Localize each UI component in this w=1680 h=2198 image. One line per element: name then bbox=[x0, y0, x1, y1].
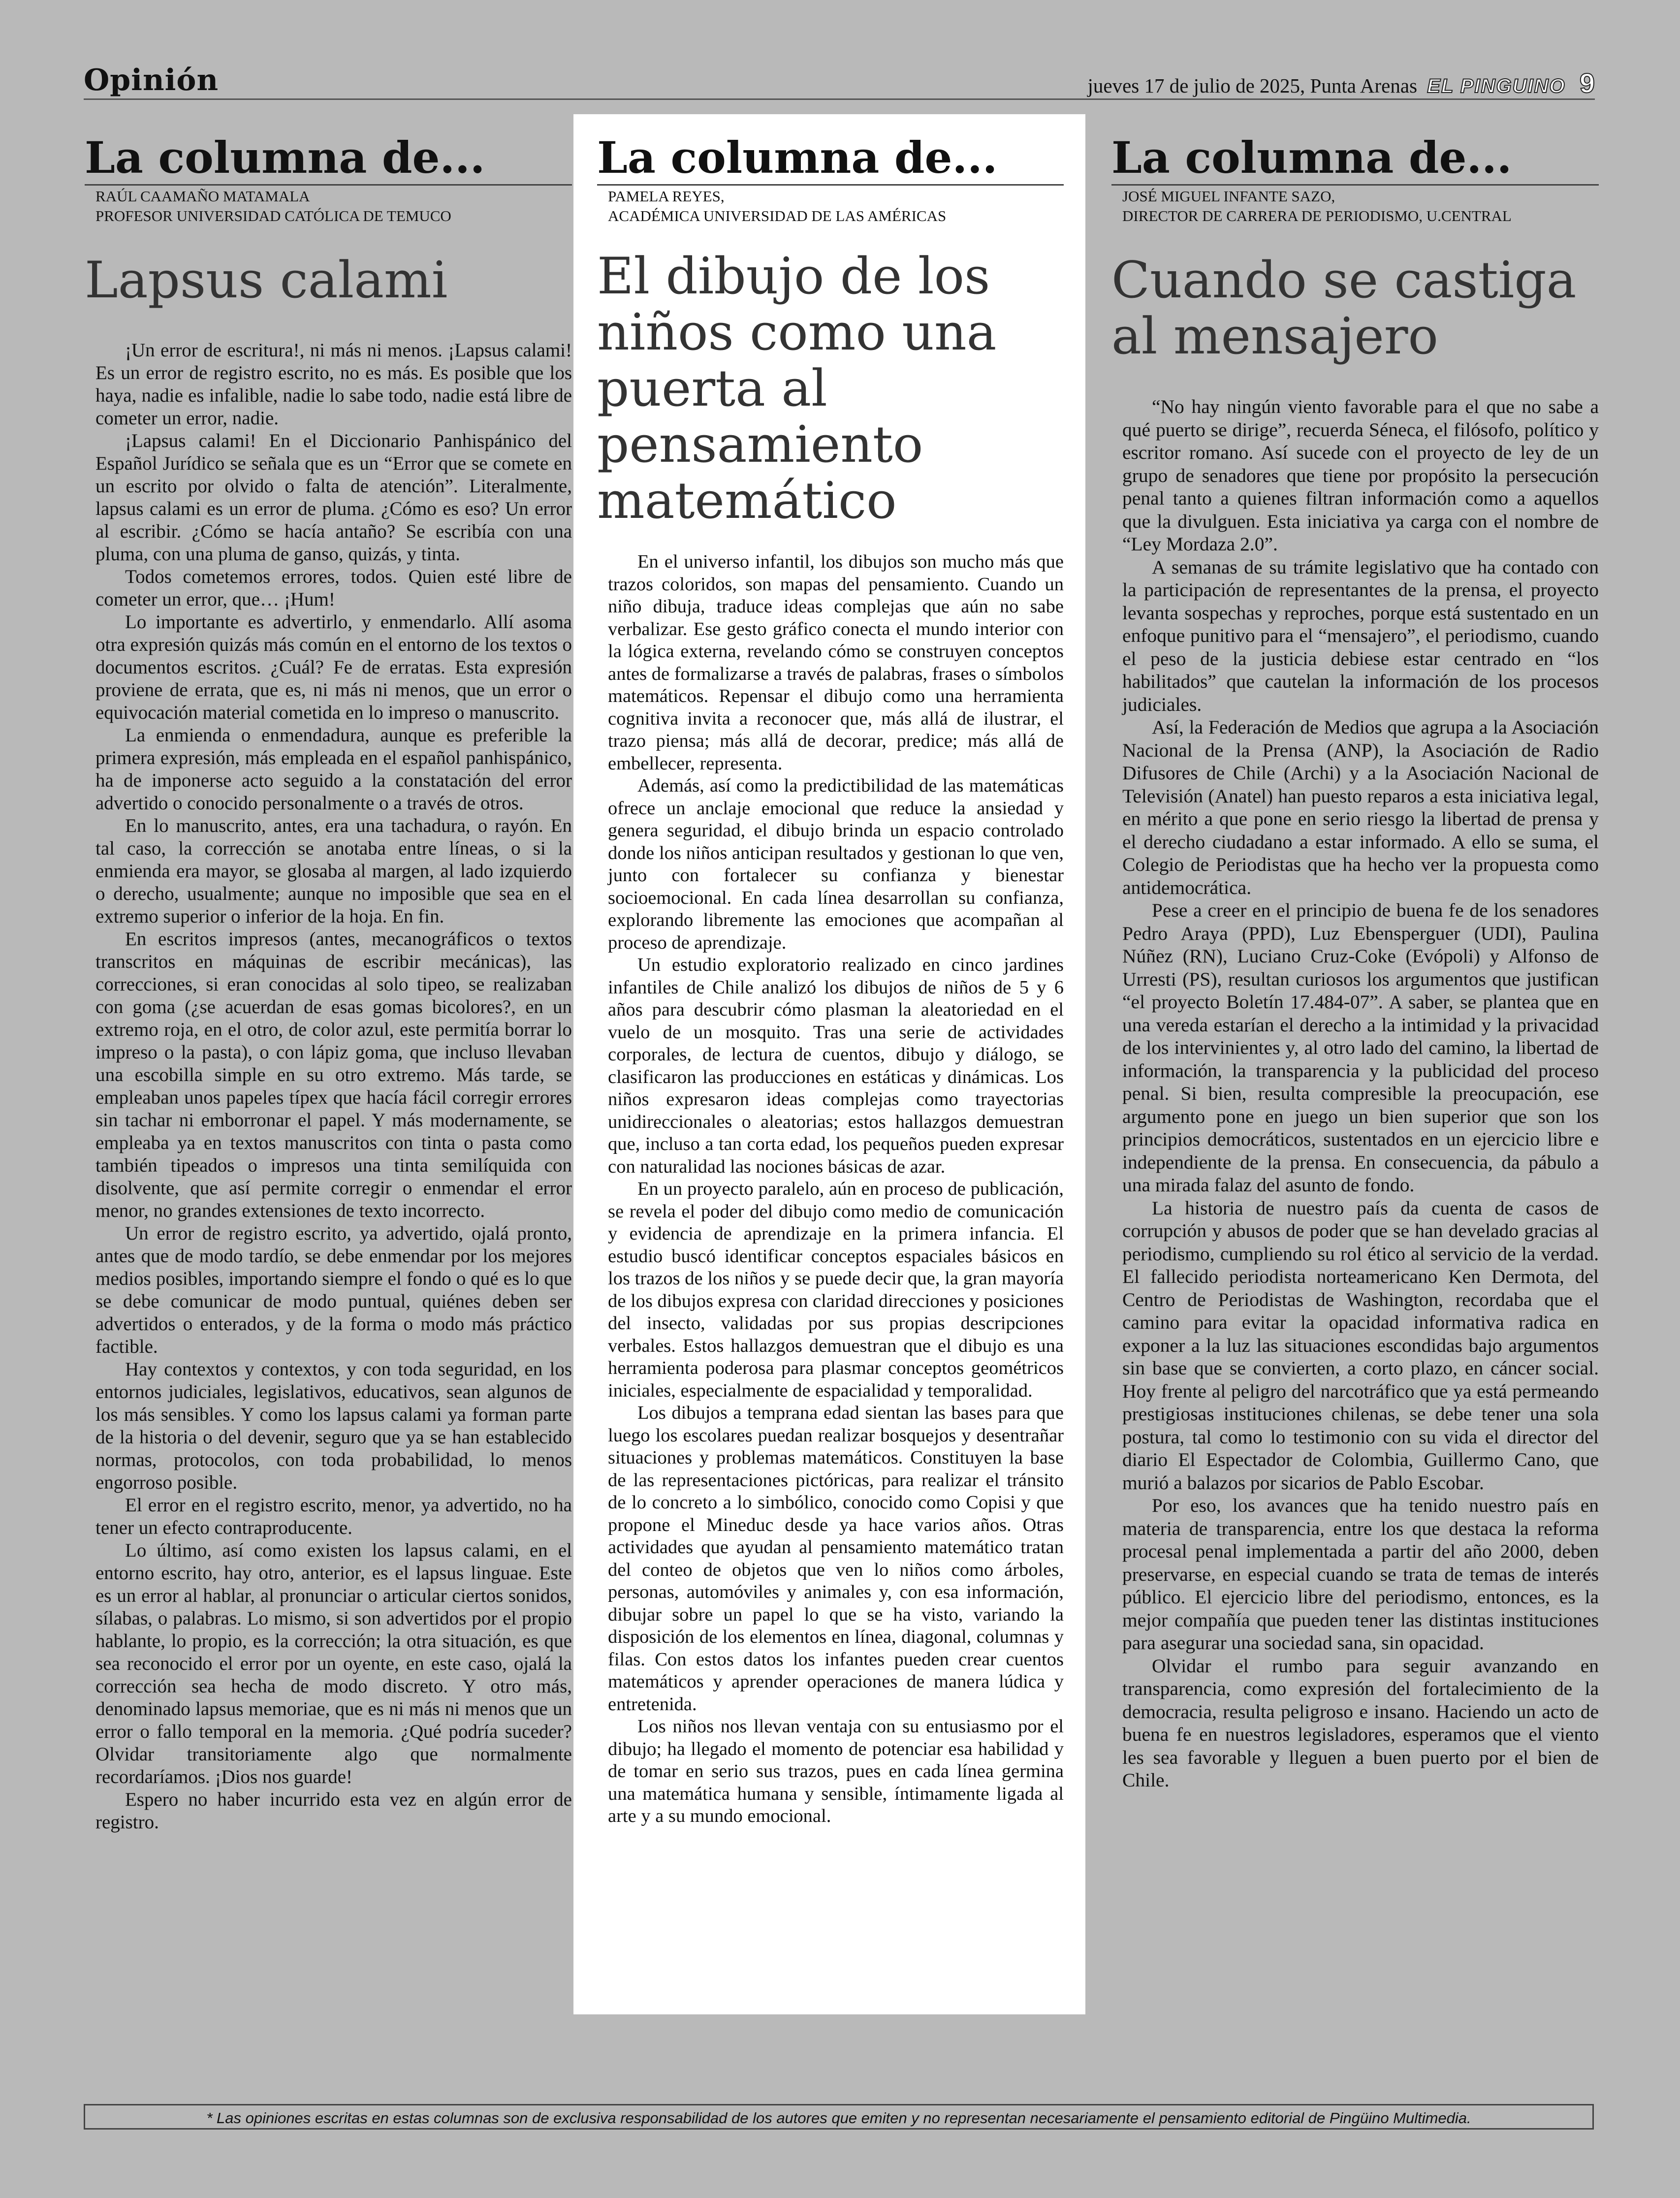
author-title: DIRECTOR DE CARRERA DE PERIODISMO, U.CENTRAL bbox=[1122, 207, 1512, 224]
paragraph: Además, así como la predictibilidad de las matemáticas ofrece un anclaje emocional que reduce la ansiedad y genera seguridad, el dibujo brinda un espacio controlado donde los niños anticipan resultados y gestionan lo que ven, junto con fortalecer su confianza y bienestar socioemocional. En cada línea desarrollan su confianza, explorando libremente las emociones que acompañan al proceso de aprendizaje. bbox=[608, 775, 1064, 953]
page-number: 9 bbox=[1579, 67, 1595, 98]
article-headline: Cuando se castiga al mensajero bbox=[1111, 251, 1577, 366]
author-name: JOSÉ MIGUEL INFANTE SAZO, bbox=[1122, 188, 1335, 205]
column-kicker: La columna de... bbox=[85, 114, 572, 186]
paragraph: ¡Lapsus calami! En el Diccionario Panhispánico del Español Jurídico se señala que es un “Error que se comete en un escrito por olvido o falta de atención”. Literalmente, lapsus calami es un error de pluma. ¿Cómo es eso? Un error al escribir. ¿Cómo se hacía antaño? Se escribía con una pluma, con una pluma de ganso, quizás, y tinta. bbox=[95, 430, 572, 565]
header-right bbox=[1087, 67, 1595, 99]
paragraph: Los dibujos a temprana edad sientan las bases para que luego los escolares puedan realizar bosquejos y desentrañar situaciones y problemas matemáticos. Constituyen la base de las representaciones pictóricas, para realizar el tránsito de lo concreto a lo simbólico, conocido como Copisi y que propone el Mineduc desde ya hace varios años. Otras actividades que ayudan al pensamiento matemático tratan del conteo de objetos que ven lo niños como árboles, personas, automóviles y animales y, con esa información, dibujar sobre un papel lo que se ha visto, variando la disposición de los elementos en línea, diagonal, columnas y filas. Con estos datos los infantes pueden crear cuentos matemáticos y aprender operaciones de manera lúdica y entretenida. bbox=[608, 1402, 1064, 1715]
paragraph: En el universo infantil, los dibujos son mucho más que trazos coloridos, son mapas del pensamiento. Cuando un niño dibuja, traduce ideas complejas que aún no sabe verbalizar. Ese gesto gráfico conecta el mundo interior con la lógica externa, revelando cómo se construyen conceptos antes de formalizarse a través de palabras, frases o símbolos matemáticos. Repensar el dibujo como una herramienta cognitiva invita a reconocer que, más allá de ilustrar, el trazo piensa; más allá de decorar, predice; más allá de embellecer, representa. bbox=[608, 551, 1064, 774]
paragraph: Pese a creer en el principio de buena fe de los senadores Pedro Araya (PPD), Luz Ebensperguer (UDI), Paulina Núñez (RN), Luciano Cruz-Coke (Evópoli) y Alfonso de Urresti (PS), resultan curiosos los argumentos que justifican “el proyecto Boletín 17.484-07”. A saber, se plantea que en una vereda estarían el derecho a la intimidad y la privacidad de los intervinientes y, al otro lado del camino, la libertad de información, la transparencia y la publicidad del proceso penal. Si bien, resulta compresible la preocupación, ese argumento pone en juego un bien superior que son los principios democráticos, sustentados en un ejercicio libre e independiente de la prensa. En consecuencia, da pábulo a una mirada falaz del asunto de fondo. bbox=[1122, 899, 1599, 1196]
page-header bbox=[84, 63, 1595, 100]
paragraph: ¡Un error de escritura!, ni más ni menos. ¡Lapsus calami! Es un error de registro escrito, no es más. Es posible que los haya, nadie es infalible, nadie lo sabe todo, nadie está libre de cometer un error, nadie. bbox=[95, 340, 572, 429]
article-body bbox=[85, 339, 572, 1834]
paragraph: En lo manuscrito, antes, era una tachadura, o rayón. En tal caso, la corrección se anotaba entre líneas, o si la enmienda era mayor, se glosaba al margen, al lado izquierdo o derecho, usualmente; aunque no imposible que sea en el extremo superior o inferior de la hoja. En fin. bbox=[95, 815, 572, 927]
author-title: ACADÉMICA UNIVERSIDAD DE LAS AMÉRICAS bbox=[608, 207, 947, 224]
paragraph: Todos cometemos errores, todos. Quien esté libre de cometer un error, que… ¡Hum! bbox=[95, 566, 572, 610]
paragraph: Lo último, así como existen los lapsus calami, en el entorno escrito, hay otro, anterior, es el lapsus linguae. Este es un error al hablar, al pronunciar o articular ciertos sonidos, sílabas, o palabras. Lo mismo, si son advertidos por el propio hablante, lo propio, es la corrección; la otra situación, es que sea reconocido el error por un oyente, en este caso, ojalá la corrección sea hecha de modo discreto. Y otro más, denominado lapsus memoriae, que es ni más ni menos que un error o fallo temporal en la memoria. ¿Qué podría suceder? Olvidar transitoriamente algo que normalmente recordaríamos. ¡Dios nos guarde! bbox=[95, 1540, 572, 1787]
column-kicker: La columna de... bbox=[597, 136, 1064, 186]
editorial-disclaimer: * Las opiniones escritas en estas columnas son de exclusiva responsabilidad de los autores que emiten y no representan necesariamente el pensamiento editorial de Pingüino Multimedia. bbox=[84, 2104, 1594, 2130]
paragraph: Lo importante es advertirlo, y enmendarlo. Allí asoma otra expresión quizás más común en el entorno de los textos o documentos escritos. ¿Cuál? Fe de erratas. Esta expresión proviene de errata, que es, ni más ni menos, que un error o equivocación material cometida en lo impreso o manuscrito. bbox=[95, 611, 572, 723]
opinion-column-2 bbox=[573, 114, 1085, 2014]
article-headline: El dibujo de los niños como una puerta al pensamiento matemático bbox=[597, 247, 997, 530]
paragraph: En escritos impresos (antes, mecanográficos o textos transcritos en máquinas de escribir mecánicas), las correcciones, si eran conocidas al solo tipeo, se realizaban con goma (¿se acuerdan de esas gomas bicolores?, en un extremo roja, en el otro, de color azul, este permitía borrar lo impreso o la pasta), o con lápiz goma, que incluso llevaban una escobilla simple en su otro extremo. Más tarde, se empleaban unos papeles típex que hacía fácil corregir errores sin tachar ni emborronar el papel. Y más modernamente, se empleaba ya en textos manuscritos con tinta o pasta como también tipeados o impresos una tinta semilíquida con disolvente, que así permite corregir o enmendar el error menor, no grandes extensiones de texto incorrecto. bbox=[95, 928, 572, 1221]
paragraph: Por eso, los avances que ha tenido nuestro país en materia de transparencia, entre los que destaca la reforma procesal penal implementada a partir del año 2000, deben preservarse, en especial cuando se trata de temas de interés público. El ejercicio libre del periodismo, entonces, es la mejor compañía que pueden tener las distintas instituciones para asegurar una sociedad sana, sin opacidad. bbox=[1122, 1495, 1599, 1654]
section-title: Opinión bbox=[84, 63, 219, 97]
dateline: jueves 17 de julio de 2025, Punta Arenas bbox=[1087, 74, 1418, 97]
article-body bbox=[597, 551, 1064, 1828]
paragraph: Olvidar el rumbo para seguir avanzando en transparencia, como expresión del fortalecimiento de la democracia, resulta peligroso e insano. Haciendo un acto de buena fe en nuestros legisladores, esperamos que el viento les sea favorable y lleguen a buen puerto por el bien de Chile. bbox=[1122, 1655, 1599, 1791]
article-headline: Lapsus calami bbox=[85, 251, 448, 310]
paragraph: Hay contextos y contextos, y con toda seguridad, en los entornos judiciales, legislativos, educativos, sean algunos de los más sensibles. Y como los lapsus calami ya forman parte de la historia o del devenir, seguro que ya se han establecido normas, protocolos, con toda probabilidad, lo menos engorroso posible. bbox=[95, 1359, 572, 1493]
paragraph: En un proyecto paralelo, aún en proceso de publicación, se revela el poder del dibujo como medio de comunicación y evidencia de aprendizaje en la primera infancia. El estudio buscó identificar conceptos espaciales básicos en los trazos de los niños y se puede decir que, la gran mayoría de los dibujos expresa con claridad direcciones y posiciones del insecto, validadas por sus propias descripciones verbales. Estos hallazgos demuestran que el dibujo es una herramienta poderosa para plasmar conceptos geométricos iniciales, especialmente de espacialidad y temporalidad. bbox=[608, 1179, 1064, 1401]
paragraph: Así, la Federación de Medios que agrupa a la Asociación Nacional de la Prensa (ANP), la Asociación de Radio Difusores de Chile (Archi) y a la Asociación Nacional de Televisión (Anatel) han puesto reparos a esta iniciativa legal, en mérito a que pone en serio riesgo la libertad de prensa y el derecho ciudadano a estar informado. A ello se suma, el Colegio de Periodistas que ha hecho ver la propuesta como antidemocrática. bbox=[1122, 716, 1599, 898]
paragraph: A semanas de su trámite legislativo que ha contado con la participación de representantes de la prensa, el proyecto levanta sospechas y reproches, porque está sustentado en un enfoque punitivo para el “mensajero”, el periodismo, cuando el peso de la justicia debiese estar centrado en “los habilitados” que cautelan la información de los procesos judiciales. bbox=[1122, 556, 1599, 715]
paragraph: Un estudio exploratorio realizado en cinco jardines infantiles de Chile analizó los dibujos de niños de 5 y 6 años para descubrir cómo plasman la aleatoriedad en el vuelo de un mosquito. Tras una serie de actividades corporales, de lectura de cuentos, dibujo y diálogo, se clasificaron las producciones en estáticas y dinámicas. Los niños expresaron ideas complejas como trayectorias unidireccionales o aleatorias; estos hallazgos demuestran que, incluso a tan corta edad, los pequeños pueden expresar con naturalidad las nociones básicas de azar. bbox=[608, 955, 1064, 1177]
author-name: PAMELA REYES, bbox=[608, 188, 725, 205]
paragraph: La enmienda o enmendadura, aunque es preferible la primera expresión, más empleada en el español panhispánico, ha de imponerse acto seguido a la constatación del error advertido o conocido personalmente o a través de otros. bbox=[95, 725, 572, 814]
author-name: RAÚL CAAMAÑO MATAMALA bbox=[95, 188, 310, 205]
paragraph: El error en el registro escrito, menor, ya advertido, no ha tener un efecto contraproducente. bbox=[95, 1495, 572, 1538]
paragraph: La historia de nuestro país da cuenta de casos de corrupción y abusos de poder que se han develado gracias al periodismo, cumpliendo su rol ético al servicio de la verdad. El fallecido periodista norteamericano Ken Dermota, del Centro de Periodistas de Washington, recordaba que el camino para evitar la opacidad informativa radica en exponer a la luz las situaciones escondidas bajo argumentos sin base que se convierten, a corto plazo, en cáncer social. Hoy frente al peligro del narcotráfico que ya está permeando prestigiosas instituciones chilenas, se debe tener una sola postura, tal como lo testimonio con su vida el director del diario El Espectador de Colombia, Guillermo Cano, que murió a balazos por sicarios de Pablo Escobar. bbox=[1122, 1197, 1599, 1494]
paragraph: Los niños nos llevan ventaja con su entusiasmo por el dibujo; ha llegado el momento de potenciar esa habilidad y de tomar en serio sus trazos, pues en cada línea germina una matemática humana y sensible, íntimamente ligada al arte y a su mundo emocional. bbox=[608, 1716, 1064, 1826]
paragraph: “No hay ningún viento favorable para el que no sabe a qué puerto se dirige”, recuerda Séneca, el filósofo, político y escritor romano. Así sucede con el proyecto de ley de un grupo de senadores que tiene por propósito la persecución penal tanto a quienes filtran información como a aquellos que la divulguen. Esta iniciativa ya carga con el nombre de “Ley Mordaza 2.0”. bbox=[1122, 396, 1599, 555]
paragraph: Espero no haber incurrido esta vez en algún error de registro. bbox=[95, 1789, 572, 1833]
opinion-column-1 bbox=[85, 114, 572, 1834]
newspaper-logo: EL PINGUINO bbox=[1427, 75, 1566, 97]
column-kicker: La columna de... bbox=[1111, 114, 1599, 186]
article-body bbox=[1111, 395, 1599, 1792]
author-title: PROFESOR UNIVERSIDAD CATÓLICA DE TEMUCO bbox=[95, 207, 451, 224]
opinion-column-3 bbox=[1111, 114, 1599, 1792]
paragraph: Un error de registro escrito, ya advertido, ojalá pronto, antes que de modo tardío, se debe enmendar por los mejores medios posibles, importando siempre el fondo o qué es lo que se debe comunicar de modo puntual, quiénes deben ser advertidos o enterados, y de la forma o modo más práctico factible. bbox=[95, 1223, 572, 1357]
